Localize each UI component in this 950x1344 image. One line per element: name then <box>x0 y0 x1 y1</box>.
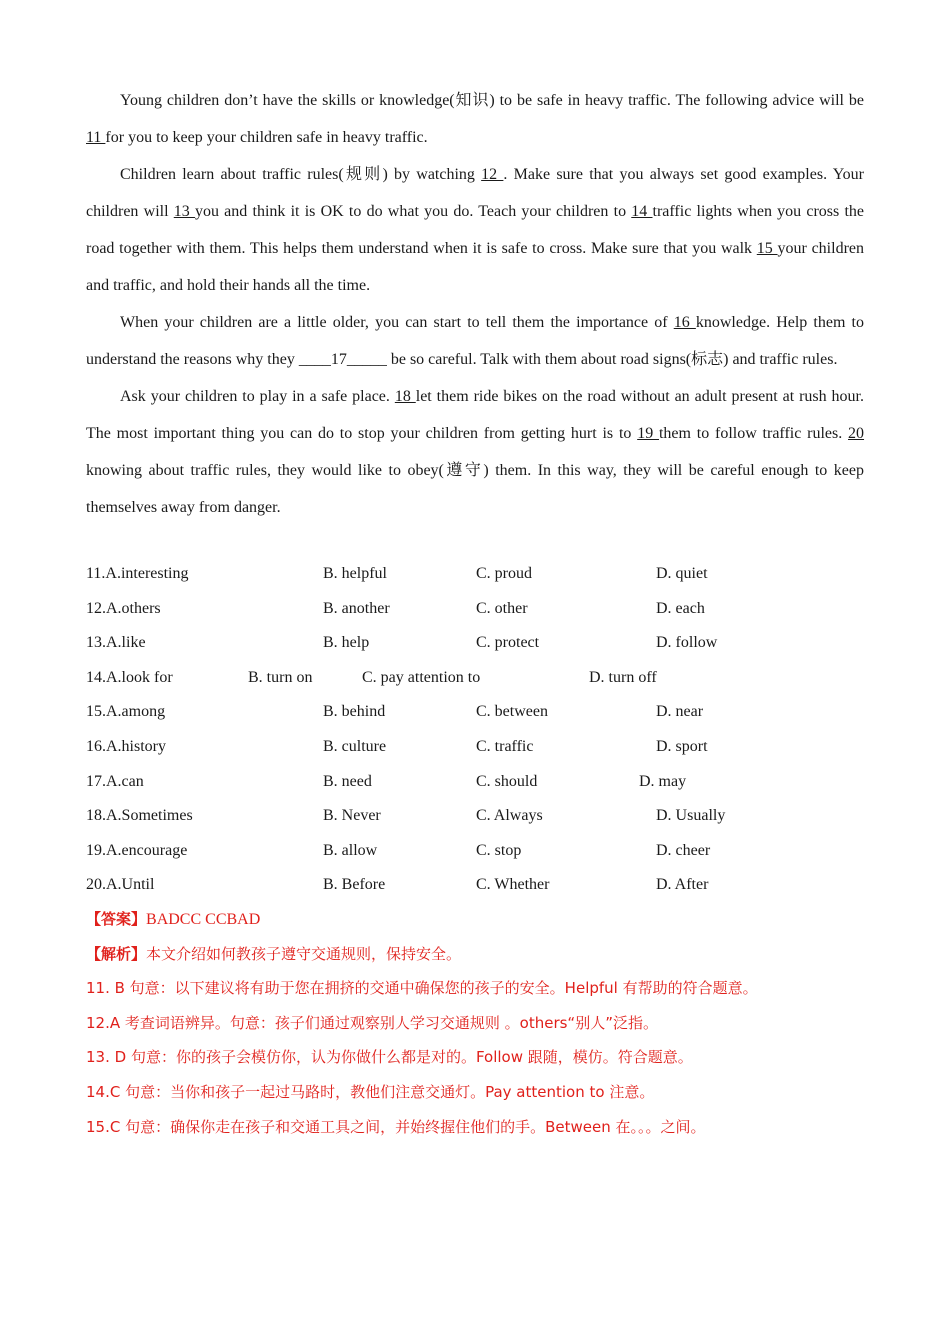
option-d: D. each <box>656 599 705 617</box>
passage-text: Young children don’t have the skills or knowledge(知识) to be safe in heavy traffic. The following advice will be <box>120 92 864 109</box>
option-row-17 <box>86 765 886 800</box>
option-c: C. Whether <box>476 876 550 894</box>
blank-14: 14 <box>631 203 653 220</box>
option-b: B. Never <box>323 807 381 825</box>
option-a: 14.A.look for <box>86 668 173 686</box>
paragraph-4 <box>86 378 864 526</box>
passage-text: . Make sure that you always set good examples. Your children will <box>86 166 864 220</box>
passage-text: for you to keep your children safe in heavy traffic. <box>105 129 428 146</box>
option-row-15 <box>86 695 886 730</box>
option-d: D. turn off <box>589 668 657 686</box>
blank-15: 15 <box>756 240 778 257</box>
option-row-20 <box>86 868 886 903</box>
option-a: 20.A.Until <box>86 876 155 894</box>
option-d: D. may <box>639 772 687 790</box>
explanation-line: 14.C 句意：当你和孩子一起过马路时，教他们注意交通灯。Pay attention to 注意。 <box>86 1082 655 1101</box>
options-list <box>86 557 886 903</box>
option-d: D. sport <box>656 737 708 755</box>
passage-text: Children learn about traffic rules(规则) by watching <box>120 166 482 183</box>
option-b: B. allow <box>323 841 378 859</box>
option-b: B. Before <box>323 876 386 894</box>
answer-label: 【答案】 <box>86 910 147 928</box>
option-c: C. traffic <box>476 737 534 755</box>
passage-text: you and think it is OK to do what you do. Teach your children to <box>194 203 632 220</box>
option-a: 17.A.can <box>86 772 144 790</box>
passage-text: traffic lights when you cross the road together with them. This helps them understand when it is safe to cross. Make sure that you walk <box>86 203 865 257</box>
explanation-line: 15.C 句意：确保你走在孩子和交通工具之间，并始终握住他们的手。Between 在。。。之间。 <box>86 1117 706 1136</box>
passage-text: When your children are a little older, you can start to tell them the importance of <box>120 314 674 331</box>
option-c: C. pay attention to <box>362 668 481 686</box>
option-row-18 <box>86 799 886 834</box>
analysis-label: 【解析】 <box>86 944 147 963</box>
passage-text: Ask your children to play in a safe place. <box>120 388 395 405</box>
blank-18: 18 <box>394 388 416 405</box>
explanation-line: 12.A 考查词语辨异。句意：孩子们通过观察别人学习交通规则 。others“别人”泛指。 <box>86 1013 658 1032</box>
option-c: C. should <box>476 772 538 790</box>
option-row-12 <box>86 592 886 627</box>
option-c: C. Always <box>476 807 543 825</box>
option-b: B. need <box>323 772 372 790</box>
option-c: C. proud <box>476 565 532 582</box>
option-a: 15.A.among <box>86 703 166 721</box>
explanation-line: 11. B 句意：以下建议将有助于您在拥挤的交通中确保您的孩子的安全。Helpful 有帮助的符合题意。 <box>86 979 758 998</box>
option-row-13 <box>86 626 886 661</box>
option-c: C. stop <box>476 841 522 859</box>
option-d: D. near <box>656 703 704 721</box>
analysis <box>86 937 886 972</box>
reading-passage <box>86 82 864 526</box>
option-b: B. helpful <box>323 565 387 582</box>
option-a: 18.A.Sometimes <box>86 807 193 825</box>
option-row-16 <box>86 730 886 765</box>
option-b: B. turn on <box>248 668 313 686</box>
option-c: C. between <box>476 703 548 721</box>
option-d: D. Usually <box>656 807 726 825</box>
option-b: B. behind <box>323 703 386 721</box>
passage-text: let them ride bikes on the road without an adult present at rush hour. The most important thing you can do to stop your children from getting hurt is to <box>86 388 865 442</box>
option-d: D. After <box>656 876 709 894</box>
option-d: D. quiet <box>656 565 708 582</box>
option-a: 19.A.encourage <box>86 841 188 859</box>
answer-key <box>86 902 886 937</box>
option-d: D. follow <box>656 634 718 652</box>
option-row-14 <box>86 661 886 696</box>
option-a: 16.A.history <box>86 737 166 755</box>
blank-16: 16 <box>673 314 696 331</box>
paragraph-3 <box>86 304 864 378</box>
option-c: C. other <box>476 599 528 617</box>
option-b: B. help <box>323 634 370 652</box>
passage-text: them to follow traffic rules. <box>658 425 849 442</box>
blank-20: 20 <box>848 425 865 442</box>
answer-text: BADCC CCBAD <box>146 911 261 928</box>
option-a: 11.A.interesting <box>86 565 189 582</box>
option-a: 12.A.others <box>86 599 161 617</box>
option-row-11 <box>86 557 886 592</box>
option-d: D. cheer <box>656 841 711 859</box>
blank-19: 19 <box>637 425 659 442</box>
option-b: B. another <box>323 599 390 617</box>
explanation-line: 13. D 句意：你的孩子会模仿你，认为你做什么都是对的。Follow 跟随，模仿。符合题意。 <box>86 1048 693 1067</box>
option-row-19 <box>86 834 886 869</box>
blank-11: 11 <box>86 129 106 146</box>
analysis-text: 本文介绍如何教孩子遵守交通规则，保持安全。 <box>146 944 462 963</box>
blank-12: 12 <box>481 166 504 183</box>
option-c: C. protect <box>476 634 540 652</box>
passage-text: your children and traffic, and hold their hands all the time. <box>86 240 864 294</box>
option-b: B. culture <box>323 737 387 755</box>
option-a: 13.A.like <box>86 634 146 652</box>
blank-13: 13 <box>173 203 195 220</box>
paragraph-1 <box>86 82 864 156</box>
paragraph-2 <box>86 156 864 304</box>
passage-text: knowing about traffic rules, they would like to obey(遵守) them. In this way, they will be careful enough to keep themselves away from danger. <box>86 462 864 516</box>
answer-section <box>86 902 886 1144</box>
passage-text: knowledge. Help them to understand the reasons why they ____17_____ be so careful. Talk with them about road signs(标志) and traffic rules. <box>86 314 864 368</box>
